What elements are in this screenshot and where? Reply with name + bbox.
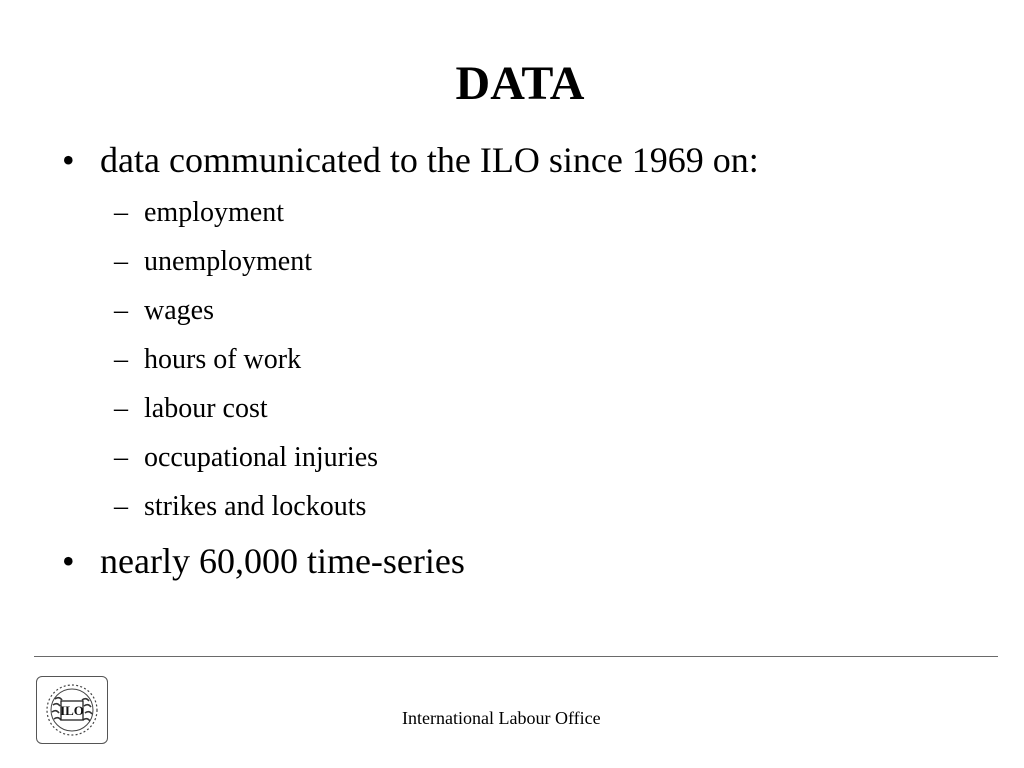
bullet-item xyxy=(56,138,976,531)
sub-item-text: employment xyxy=(144,197,284,228)
dash-marker: – xyxy=(114,442,128,473)
sub-item-wages xyxy=(114,286,976,335)
bullet-text: data communicated to the ILO since 1969 on: xyxy=(100,140,759,180)
sub-item-hours-of-work xyxy=(114,335,976,384)
sub-item-unemployment xyxy=(114,237,976,286)
sub-item-text: occupational injuries xyxy=(144,442,379,473)
dash-marker: – xyxy=(114,344,128,375)
sub-item-text: hours of work xyxy=(144,344,302,375)
dash-marker: – xyxy=(114,491,128,522)
footer-divider xyxy=(34,656,998,657)
ilo-logo xyxy=(36,676,108,744)
sub-item-text: wages xyxy=(144,295,214,326)
sub-item-text: strikes and lockouts xyxy=(144,491,367,522)
slide-title: DATA xyxy=(455,57,585,110)
sub-item-occupational-injuries xyxy=(114,433,976,482)
bullet-item xyxy=(56,539,976,583)
bullet-marker: • xyxy=(62,140,75,180)
sub-item-text: unemployment xyxy=(144,246,312,277)
footer-organization: International Labour Office xyxy=(402,708,601,728)
sub-item-labour-cost xyxy=(114,384,976,433)
dash-marker: – xyxy=(114,295,128,326)
sub-item-employment xyxy=(114,188,976,237)
bullet-text: nearly 60,000 time-series xyxy=(100,541,465,581)
bullet-list xyxy=(56,138,976,583)
logo-text: ILO xyxy=(60,703,84,718)
sub-list xyxy=(114,188,976,531)
dash-marker: – xyxy=(114,246,128,277)
sub-item-strikes-and-lockouts xyxy=(114,482,976,531)
bullet-marker: • xyxy=(62,541,75,581)
sub-item-text: labour cost xyxy=(144,393,268,424)
dash-marker: – xyxy=(114,393,128,424)
ilo-emblem-icon xyxy=(43,681,101,739)
dash-marker: – xyxy=(114,197,128,228)
